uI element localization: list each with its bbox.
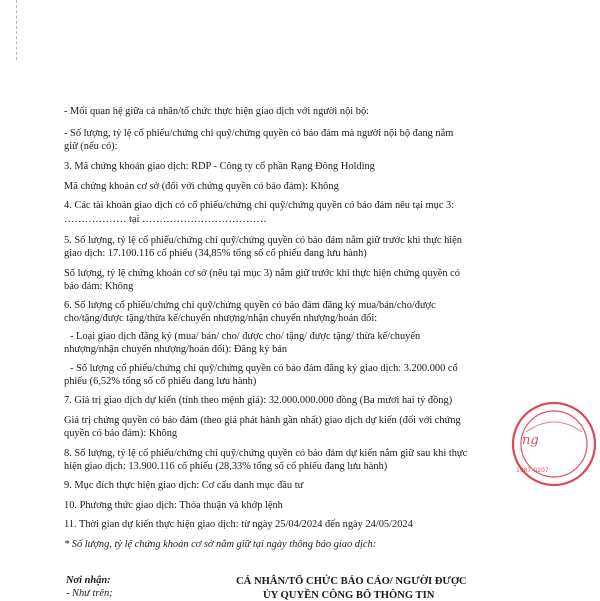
line-underlying-code: Mã chứng khoán cơ sở (đối với chứng quyền có bảo đảm): Không [64, 181, 339, 192]
line-registered-volume: - Số lượng cổ phiếu/chứng chỉ quỹ/chứng quyền có bảo đảm đăng ký giao dịch: 3.200.000 cổ [70, 363, 458, 374]
line-item-11-period: 11. Thời gian dự kiến thực hiện giao dịch: từ ngày 25/04/2024 đến ngày 24/05/2024 [64, 519, 413, 530]
line-warrant-value: Giá trị chứng quyền có bảo đảm (theo giá phát hành gần nhất) giao dịch dự kiến (đối với chứng [64, 415, 461, 426]
line-transaction-type: - Loại giao dịch đăng ký (mua/ bán/ cho/ được cho/ tặng/ được tặng/ thừa kế/chuyển [70, 331, 421, 342]
line-item-7-value: 7. Giá trị giao dịch dự kiến (tính theo mệnh giá): 32.000.000.000 đồng (Ba mươi hai tỷ đồng) [64, 395, 453, 406]
stamp-number-fragment: 1987-0207 [516, 467, 549, 474]
recipients-label: Nơi nhận: [66, 575, 111, 586]
line-item-10-method: 10. Phương thức giao dịch: Thỏa thuận và khớp lệnh [64, 500, 283, 511]
signer-title-line-2: ỦY QUYỀN CÔNG BỐ THÔNG TIN [263, 590, 435, 601]
recipients-item: - Như trên; [66, 588, 113, 599]
line-item-4-accounts-blank: ……………… tại ……………………………… [64, 214, 267, 225]
company-seal-stamp [508, 398, 600, 490]
scan-edge-line [16, 0, 18, 60]
line-item-6-registered-qty: 6. Số lượng cổ phiếu/chứng chỉ quỹ/chứng quyền có bảo đảm đăng ký mua/bán/cho/được [64, 300, 436, 311]
line-item-5-holding-before: 5. Số lượng, tỷ lệ cổ phiếu/chứng chỉ quỹ/chứng quyền có bảo đảm nắm giữ trước khi thực hiện [64, 235, 462, 246]
line-item-5-holding-before-cont: giao dịch: 17.100.116 cổ phiếu (34,85% tổng số cổ phiếu đang lưu hành) [64, 248, 367, 259]
line-registered-volume-cont: phiếu (6,52% tổng số cổ phiếu đang lưu hành) [64, 376, 257, 387]
line-insider-holding: - Số lượng, tỷ lệ cổ phiếu/chứng chỉ quỹ/chứng quyền có bảo đảm mà người nội bộ đang nắm [64, 128, 454, 139]
line-item-3-security-code: 3. Mã chứng khoán giao dịch: RDP - Công ty cổ phần Rạng Đông Holding [64, 161, 375, 172]
line-insider-holding-cont: giữ (nếu có): [64, 141, 118, 152]
line-item-8-holding-after: 8. Số lượng, tỷ lệ cổ phiếu/chứng chỉ quỹ/chứng quyền có bảo đảm dự kiến nắm giữ sau khi thực [64, 448, 468, 459]
line-transaction-type-cont: nhượng/nhận chuyển nhượng/hoán đổi): Đăng ký bán [64, 344, 288, 355]
line-underlying-holding: Số lượng, tỷ lệ chứng khoán cơ sở (nêu tại mục 3) nắm giữ trước khi thực hiện chứng quyền có [64, 268, 460, 279]
signer-title-line-1: CÁ NHÂN/TỔ CHỨC BÁO CÁO/ NGƯỜI ĐƯỢC [236, 576, 467, 587]
line-item-8-holding-after-cont: hiện giao dịch: 13.900.116 cổ phiếu (28,33% tổng số cổ phiếu đang lưu hành) [64, 461, 388, 472]
line-footnote-underlying: * Số lượng, tỷ lệ chứng khoán cơ sở nắm giữ tại ngày thông báo giao dịch: [64, 539, 377, 550]
stamp-text-fragment: ng [522, 433, 539, 448]
line-warrant-value-cont: quyền có bảo đảm): Không [64, 428, 178, 439]
line-item-4-accounts: 4. Các tài khoản giao dịch có cổ phiếu/chứng chỉ quỹ/chứng quyền có bảo đảm nêu tại mục 3: [64, 200, 455, 211]
line-underlying-holding-cont: bảo đảm: Không [64, 281, 134, 292]
line-item-6-registered-qty-cont: cho/tặng/được tặng/thừa kế/chuyển nhượng/nhận chuyển nhượng/hoán đổi: [64, 313, 378, 324]
line-item-9-purpose: 9. Mục đích thực hiện giao dịch: Cơ cấu danh mục đầu tư [64, 480, 304, 491]
line-insider-relationship: - Mối quan hệ giữa cá nhân/tổ chức thực hiện giao dịch với người nội bộ: [64, 106, 370, 117]
